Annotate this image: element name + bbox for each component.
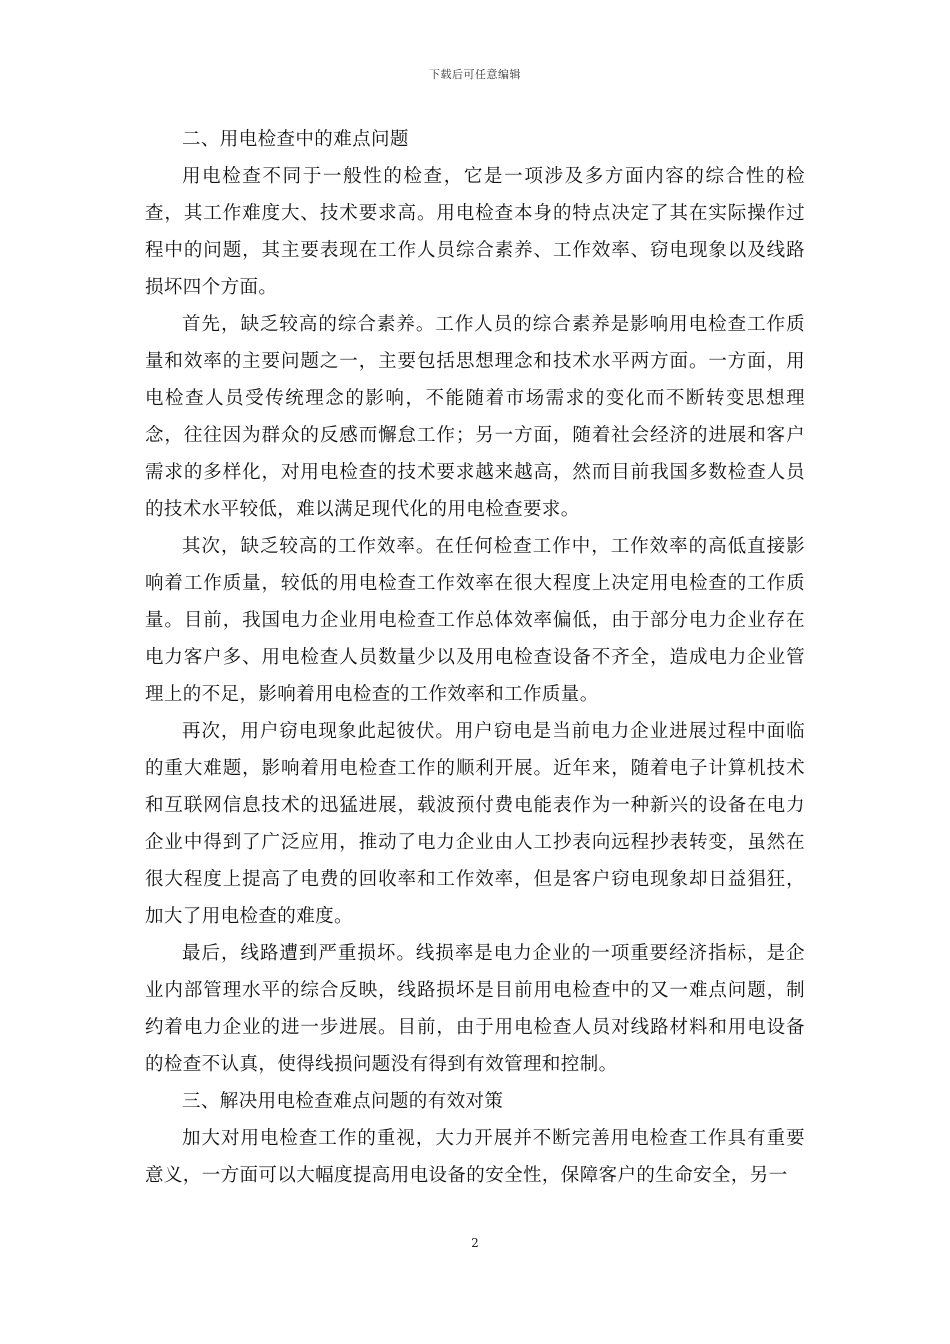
- page-number: 2: [471, 1236, 479, 1250]
- section-heading-3: 三、解决用电检查难点问题的有效对策: [182, 1091, 504, 1112]
- page-header: 下载后可任意编辑: [429, 68, 521, 81]
- section-heading-2: 二、用电检查中的难点问题: [182, 129, 409, 150]
- paragraph-intro: 用电检查不同于一般性的检查，它是一项涉及多方面内容的综合性的检查，其工作难度大、技术要求高。用电检查本身的特点决定了其在实际操作过程中的问题，其主要表现在工作人员综合素养、工作效率、窃电现象以及线路损坏四个方面。: [145, 166, 805, 298]
- paragraph-solutions: 加大对用电检查工作的重视，大力开展并不断完善用电检查工作具有重要意义，一方面可以大幅度提高用电设备的安全性，保障客户的生命安全，另一: [145, 1128, 805, 1186]
- paragraph-second: 其次，缺乏较高的工作效率。在任何检查工作中，工作效率的高低直接影响着工作质量，较低的用电检查工作效率在很大程度上决定用电检查的工作质量。目前，我国电力企业用电检查工作总体效率偏低，由于部分电力企业存在电力客户多、用电检查人员数量少以及用电检查设备不齐全，造成电力企业管理上的不足，影响着用电检查的工作效率和工作质量。: [145, 536, 805, 705]
- paragraph-last: 最后，线路遭到严重损坏。线损率是电力企业的一项重要经济指标，是企业内部管理水平的综合反映，线路损坏是目前用电检查中的又一难点问题，制约着电力企业的进一步进展。目前，由于用电检查人员对线路材料和用电设备的检查不认真，使得线损问题没有得到有效管理和控制。: [145, 943, 805, 1075]
- document-body: [145, 121, 805, 1194]
- paragraph-third: 再次，用户窃电现象此起彼伏。用户窃电是当前电力企业进展过程中面临的重大难题，影响着用电检查工作的顺利开展。近年来，随着电子计算机技术和互联网信息技术的迅猛进展，载波预付费电能表作为一种新兴的设备在电力企业中得到了广泛应用，推动了电力企业由人工抄表向远程抄表转变，虽然在很大程度上提高了电费的回收率和工作效率，但是客户窃电现象却日益猖狂，加大了用电检查的难度。: [145, 721, 805, 927]
- paragraph-first: 首先，缺乏较高的综合素养。工作人员的综合素养是影响用电检查工作质量和效率的主要问题之一，主要包括思想理念和技术水平两方面。一方面，用电检查人员受传统理念的影响，不能随着市场需求的变化而不断转变思想理念，往往因为群众的反感而懈怠工作；另一方面，随着社会经济的进展和客户需求的多样化，对用电检查的技术要求越来越高，然而目前我国多数检查人员的技术水平较低，难以满足现代化的用电检查要求。: [145, 314, 805, 520]
